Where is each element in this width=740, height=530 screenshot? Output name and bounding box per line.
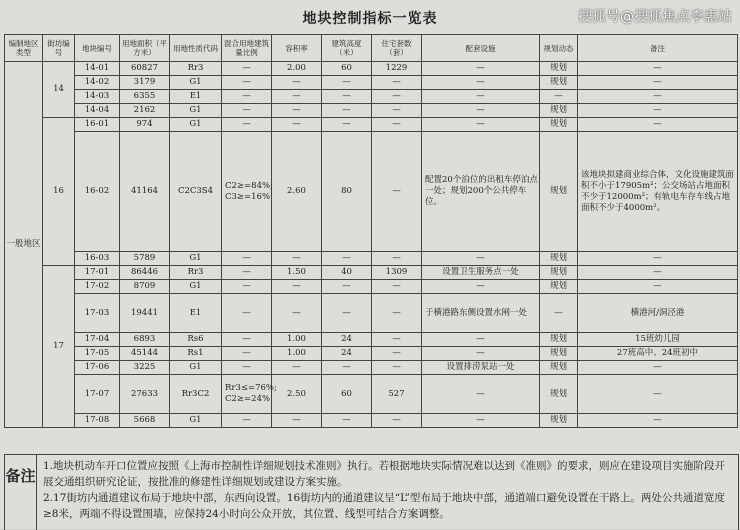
- remark: —: [578, 280, 738, 294]
- height: —: [322, 76, 372, 90]
- status: —: [540, 294, 578, 333]
- table-row: [5, 294, 738, 333]
- col-header: 容积率: [272, 35, 322, 62]
- land-code: Rr3: [170, 266, 222, 280]
- block-cell: 14: [43, 62, 75, 118]
- remark: 15班幼儿园: [578, 333, 738, 347]
- plot-id: 17-07: [75, 375, 120, 414]
- facility: —: [422, 375, 540, 414]
- plot-id: 14-03: [75, 90, 120, 104]
- far: —: [272, 118, 322, 132]
- plot-area: 27633: [120, 375, 170, 414]
- facility: —: [422, 414, 540, 428]
- mix-ratio: —: [222, 361, 272, 375]
- status: 规划: [540, 132, 578, 252]
- units: —: [372, 347, 422, 361]
- col-header: 备注: [578, 35, 738, 62]
- far: —: [272, 76, 322, 90]
- plot-id: 17-03: [75, 294, 120, 333]
- block-cell: 16: [43, 118, 75, 266]
- status: —: [540, 90, 578, 104]
- far: —: [272, 252, 322, 266]
- region-cell: 一般地区: [5, 62, 43, 428]
- status: 规划: [540, 414, 578, 428]
- height: —: [322, 361, 372, 375]
- col-header: 街坊编号: [43, 35, 75, 62]
- plot-id: 17-06: [75, 361, 120, 375]
- status: 规划: [540, 347, 578, 361]
- mix-ratio: —: [222, 414, 272, 428]
- land-code: C2C3S4: [170, 132, 222, 252]
- col-header: 规划动态: [540, 35, 578, 62]
- plot-area: 3225: [120, 361, 170, 375]
- facility: —: [422, 280, 540, 294]
- land-code: G1: [170, 104, 222, 118]
- notes-body: [43, 458, 733, 522]
- table-row: [5, 375, 738, 414]
- land-code: G1: [170, 361, 222, 375]
- table-row: [5, 62, 738, 76]
- facility: —: [422, 333, 540, 347]
- land-code: G1: [170, 76, 222, 90]
- plot-area: 974: [120, 118, 170, 132]
- table-row: [5, 132, 738, 252]
- units: —: [372, 76, 422, 90]
- mix-ratio: —: [222, 333, 272, 347]
- mix-ratio: —: [222, 90, 272, 104]
- col-header: 配套设施: [422, 35, 540, 62]
- land-code: Rs6: [170, 333, 222, 347]
- control-index-table: [4, 34, 738, 428]
- height: 24: [322, 347, 372, 361]
- facility: 配置20个泊位的出租车停泊点一处；规划200个公共停车位。: [422, 132, 540, 252]
- far: —: [272, 90, 322, 104]
- far: —: [272, 361, 322, 375]
- remark: —: [578, 62, 738, 76]
- plot-area: 6355: [120, 90, 170, 104]
- col-header: 地块编号: [75, 35, 120, 62]
- far: 2.50: [272, 375, 322, 414]
- table-row: [5, 266, 738, 280]
- page-title: 地块控制指标一览表: [302, 11, 438, 27]
- plot-id: 17-04: [75, 333, 120, 347]
- remark: —: [578, 76, 738, 90]
- height: —: [322, 414, 372, 428]
- plot-area: 86446: [120, 266, 170, 280]
- units: 527: [372, 375, 422, 414]
- table-row: [5, 414, 738, 428]
- note-2: 2.17街坊内通道建议布局于地块中部，东西向设置。16街坊内的通道建议呈“L”型布局于地块中部，通道端口避免设置在干路上。两处公共通道宽度≥8米，两端不得设置围墙，应保持24小时向公众开放，其位置、线型可结合方案调整。: [43, 492, 725, 520]
- land-code: E1: [170, 294, 222, 333]
- facility: —: [422, 104, 540, 118]
- plot-area: 5789: [120, 252, 170, 266]
- status: 规划: [540, 266, 578, 280]
- units: —: [372, 280, 422, 294]
- far: —: [272, 104, 322, 118]
- col-header: 用地性质代码: [170, 35, 222, 62]
- facility: —: [422, 62, 540, 76]
- units: 1229: [372, 62, 422, 76]
- mix-ratio: C2≥=84%; C3≥=16%: [222, 132, 272, 252]
- far: —: [272, 280, 322, 294]
- mix-ratio: —: [222, 62, 272, 76]
- status: 规划: [540, 333, 578, 347]
- far: 1.50: [272, 266, 322, 280]
- plot-id: 14-01: [75, 62, 120, 76]
- plot-id: 16-03: [75, 252, 120, 266]
- remark: 横港河/洞泾港: [578, 294, 738, 333]
- table-row: [5, 361, 738, 375]
- table-row: [5, 347, 738, 361]
- remark: —: [578, 375, 738, 414]
- table-row: [5, 104, 738, 118]
- plot-id: 14-02: [75, 76, 120, 90]
- units: —: [372, 132, 422, 252]
- status: 规划: [540, 375, 578, 414]
- height: 60: [322, 375, 372, 414]
- mix-ratio: —: [222, 104, 272, 118]
- col-header: 编制地区类型: [5, 35, 43, 62]
- plot-area: 19441: [120, 294, 170, 333]
- land-code: E1: [170, 90, 222, 104]
- plot-area: 2162: [120, 104, 170, 118]
- status: 规划: [540, 104, 578, 118]
- notes-label: 备注: [5, 455, 37, 530]
- units: —: [372, 252, 422, 266]
- facility: —: [422, 90, 540, 104]
- table-row: [5, 118, 738, 132]
- mix-ratio: —: [222, 266, 272, 280]
- mix-ratio: —: [222, 280, 272, 294]
- remark: —: [578, 252, 738, 266]
- mix-ratio: —: [222, 76, 272, 90]
- col-header: 混合用地建筑量比例: [222, 35, 272, 62]
- watermark: 搜狐号@搜狐焦点李惠站: [578, 9, 732, 25]
- remark: —: [578, 361, 738, 375]
- plot-area: 8709: [120, 280, 170, 294]
- mix-ratio: —: [222, 252, 272, 266]
- height: —: [322, 294, 372, 333]
- far: —: [272, 294, 322, 333]
- plot-area: 6893: [120, 333, 170, 347]
- height: —: [322, 90, 372, 104]
- plot-area: 5668: [120, 414, 170, 428]
- units: 1309: [372, 266, 422, 280]
- plot-id: 16-01: [75, 118, 120, 132]
- remark: 27班高中、24班初中: [578, 347, 738, 361]
- status: 规划: [540, 280, 578, 294]
- col-header: 建筑高度（米）: [322, 35, 372, 62]
- land-code: G1: [170, 414, 222, 428]
- block-cell: 17: [43, 266, 75, 428]
- status: 规划: [540, 62, 578, 76]
- land-code: Rs1: [170, 347, 222, 361]
- facility: —: [422, 252, 540, 266]
- height: —: [322, 280, 372, 294]
- units: —: [372, 414, 422, 428]
- height: 80: [322, 132, 372, 252]
- units: —: [372, 361, 422, 375]
- facility: 于横港路东侧设置水闸一处: [422, 294, 540, 333]
- plot-area: 60827: [120, 62, 170, 76]
- plot-id: 17-05: [75, 347, 120, 361]
- plot-area: 41164: [120, 132, 170, 252]
- units: —: [372, 333, 422, 347]
- mix-ratio: Rr3≤=76%; C2≥=24%: [222, 375, 272, 414]
- notes-section: [4, 454, 739, 530]
- plot-id: 17-02: [75, 280, 120, 294]
- status: 规划: [540, 361, 578, 375]
- mix-ratio: —: [222, 347, 272, 361]
- units: —: [372, 90, 422, 104]
- facility: —: [422, 118, 540, 132]
- height: 60: [322, 62, 372, 76]
- far: 1.00: [272, 333, 322, 347]
- mix-ratio: —: [222, 294, 272, 333]
- plot-id: 17-01: [75, 266, 120, 280]
- height: —: [322, 252, 372, 266]
- header-row: [5, 35, 738, 62]
- height: 40: [322, 266, 372, 280]
- far: 2.60: [272, 132, 322, 252]
- facility: —: [422, 347, 540, 361]
- table-row: [5, 333, 738, 347]
- plot-id: 14-04: [75, 104, 120, 118]
- remark: 该地块拟建商业综合体，文化设施建筑面积不小于17905m²；公交场站占地面积不少于12000m²；有轨电车存车线占地面积不少于4000m²。: [578, 132, 738, 252]
- land-code: Rr3: [170, 62, 222, 76]
- height: 24: [322, 333, 372, 347]
- units: —: [372, 294, 422, 333]
- land-code: Rr3C2: [170, 375, 222, 414]
- table-row: [5, 76, 738, 90]
- facility: 设置排涝泵站一处: [422, 361, 540, 375]
- status: 规划: [540, 118, 578, 132]
- plot-id: 17-08: [75, 414, 120, 428]
- facility: 设置卫生服务点一处: [422, 266, 540, 280]
- table-row: [5, 280, 738, 294]
- remark: —: [578, 118, 738, 132]
- col-header: 用地面积（平方米）: [120, 35, 170, 62]
- remark: —: [578, 90, 738, 104]
- land-code: G1: [170, 252, 222, 266]
- units: —: [372, 104, 422, 118]
- status: 规划: [540, 252, 578, 266]
- far: 1.00: [272, 347, 322, 361]
- height: —: [322, 118, 372, 132]
- remark: —: [578, 266, 738, 280]
- land-code: G1: [170, 118, 222, 132]
- height: —: [322, 104, 372, 118]
- remark: —: [578, 104, 738, 118]
- status: 规划: [540, 76, 578, 90]
- table-row: [5, 252, 738, 266]
- note-1: 1.地块机动车开口位置应按照《上海市控制性详细规划技术准则》执行。若根据地块实际情况难以达到《准则》的要求，则应在建设项目实施阶段开展交通组织研究论证，按批准的修建性详细规划或建设方案实施。: [43, 460, 726, 488]
- land-code: G1: [170, 280, 222, 294]
- plot-id: 16-02: [75, 132, 120, 252]
- plot-area: 3179: [120, 76, 170, 90]
- units: —: [372, 118, 422, 132]
- far: —: [272, 414, 322, 428]
- facility: —: [422, 76, 540, 90]
- mix-ratio: —: [222, 118, 272, 132]
- col-header: 住宅套数（套）: [372, 35, 422, 62]
- far: 2.00: [272, 62, 322, 76]
- plot-area: 45144: [120, 347, 170, 361]
- remark: —: [578, 414, 738, 428]
- table-row: [5, 90, 738, 104]
